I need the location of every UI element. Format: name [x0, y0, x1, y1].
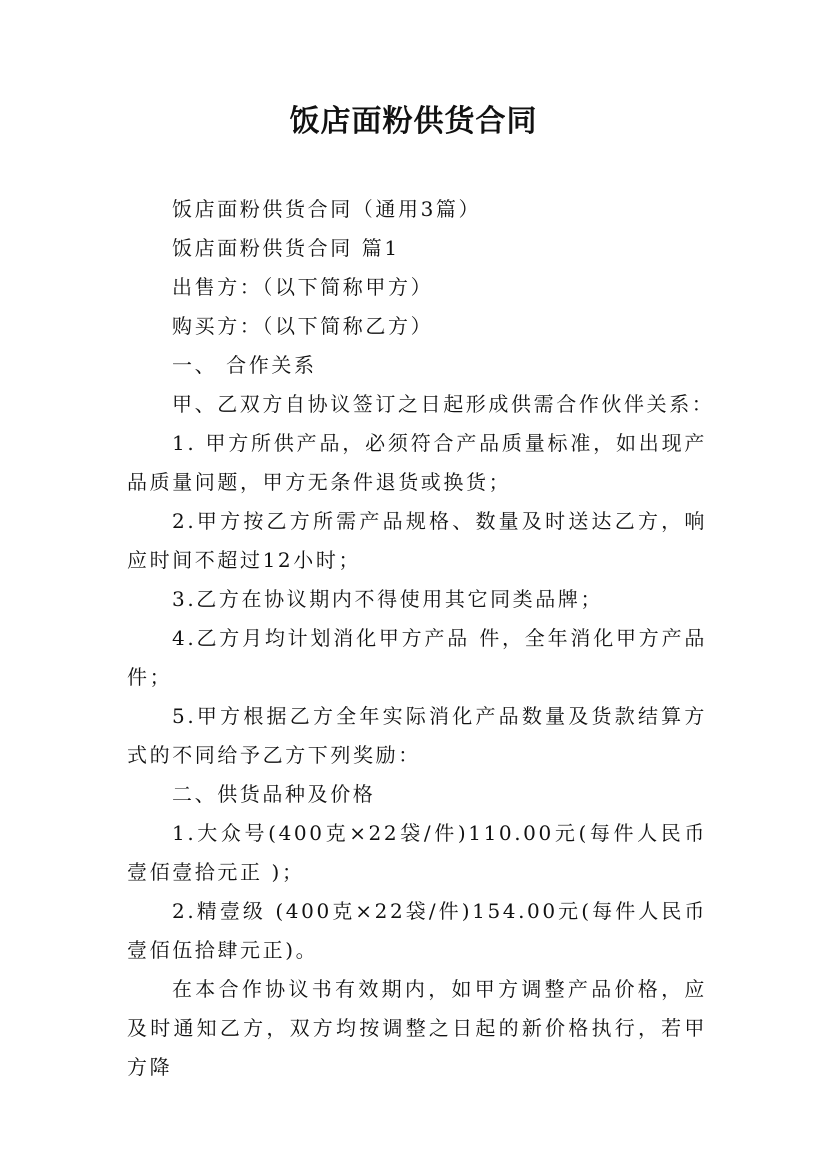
- paragraph-seller: 出售方：（以下简称甲方）: [172, 275, 434, 299]
- paragraph-cooperation-intro: 甲、乙双方自协议签订之日起形成供需合作伙伴关系：: [172, 392, 715, 416]
- document-body: [127, 190, 715, 1087]
- paragraph-clause-2: 2.甲方按乙方所需产品规格、数量及时送达乙方，响应时间不超过12小时；: [127, 509, 707, 572]
- section-heading-products: 二、供货品种及价格: [172, 782, 376, 806]
- paragraph-subtitle: 饭店面粉供货合同（通用3篇）: [172, 197, 482, 221]
- paragraph-part-heading: 饭店面粉供货合同 篇1: [172, 236, 400, 260]
- document-title: 饭店面粉供货合同: [289, 104, 538, 139]
- paragraph-product-2: 2.精壹级 (400克×22袋/件)154.00元(每件人民币壹佰伍拾肆元正)。: [127, 899, 707, 962]
- section-heading-cooperation: 一、 合作关系: [172, 353, 317, 377]
- paragraph-buyer: 购买方：（以下简称乙方）: [172, 314, 434, 338]
- paragraph-product-1: 1.大众号(400克×22袋/件)110.00元(每件人民币壹佰壹拾元正 )；: [127, 821, 707, 884]
- paragraph-price-adjustment: 在本合作协议书有效期内，如甲方调整产品价格，应及时通知乙方，双方均按调整之日起的新价格执行，若甲方降: [127, 977, 707, 1079]
- paragraph-clause-1: 1. 甲方所供产品，必须符合产品质量标准，如出现产品质量问题，甲方无条件退货或换货；: [127, 431, 707, 494]
- paragraph-clause-3: 3.乙方在协议期内不得使用其它同类品牌；: [172, 587, 604, 611]
- paragraph-clause-4: 4.乙方月均计划消化甲方产品 件，全年消化甲方产品 件；: [127, 626, 707, 689]
- paragraph-clause-5: 5.甲方根据乙方全年实际消化产品数量及货款结算方式的不同给予乙方下列奖励：: [127, 704, 707, 767]
